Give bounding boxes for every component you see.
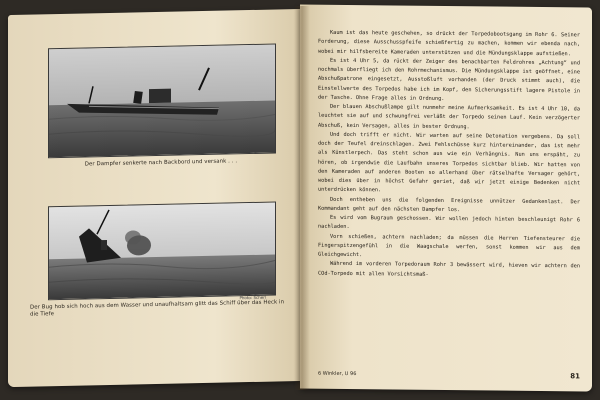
photo-bow-rising (48, 201, 276, 300)
page-number: 81 (570, 372, 580, 381)
left-page (8, 9, 304, 387)
paragraph: Es ist 4 Uhr 5, da rückt der Zeiger des benachbarten Feldrohres „Achtung“ und nochmals überfliegt ich den Rohrmechanismus. Die Mündungsklappe ist geöffnet, eine Abschußpatrone eingesetzt, Ausstoßluft vorhanden (der Druck stimmt auch), die Einstellwerte des Torpedos habe ich im Kopf, den Sicherungsstift lagere Pistole in der Tasche. Ohne Frage alles in Ordnung. (318, 57, 580, 102)
photo-credit: Photo: Scherl (239, 294, 266, 301)
paragraph: Doch entheben uns die folgenden Ereignisse unnützer Gedankenlast. Der Kommandant geht auf den nächsten Dampfer los. (318, 196, 580, 213)
photo-caption-bottom: Der Bug hob sich hoch aus dem Wasser und unaufhaltsam glitt das Schiff über das Heck in die Tiefe (30, 299, 285, 319)
paragraph: Kaum ist das heute geschehen, so drückt der Torpedobootsgang im Rohr 6. Seiner Forderung, diese Ausschusspfeife schießfertig zu machen, kommen wir ebenda nach, wobei mir hilfsbereite Kameraden unterstützen und die Mündungsklappe aufstießen. (318, 29, 580, 57)
paragraph: Während im vorderen Torpedoraum Rohr 3 bewässert wird, hieven wir achtern den COd-Torpedo mit allen Vorsichtsmaß- (318, 261, 580, 278)
paragraph: Es wird vom Bugraum geschossen. Wir wollen jedoch hinten beschleunigt Rohr 6 nachladen. (318, 214, 580, 231)
paragraph: Und doch trifft er nicht. Wir warten auf seine Detonation vergebens. Da soll doch der Teufel dreinschlagen. Zwei Fehlschüsse kurz hintereinander, das ist mehr als Künstlerpech. Das steht schon aus wie ein Verhängnis. Nun uns erspäht, zu hören, ob irgendwie die Laufbahn unseres Torpedos sichtbar blieb. Wir hatten von den Kameraden auf anderen Booten so allerhand über rätselhafte Versager gehört, wobei dies über in höchst Gefahr geriet, daß wir jetzt einige Bedenken nicht unterdrücken können. (318, 131, 580, 194)
page-footer (318, 371, 580, 380)
paragraph: Der blauen Abschußlampe gilt nunmehr meine Aufmerksamkeit. Es ist 4 Uhr 10, da leuchtet sie auf und schwungfrei verläßt der Torpedo seinen Lauf. Kein verzögerter Abschuß, kein Versagen, alles in bester Ordnung. (318, 103, 580, 130)
paragraph: Vorn schießen, achtern nachladen; da müssen die Herren Tiefensteurer die Fingerspitzengefühl in die Waagschale werfen, sonst kommen wir aus dem Gleichgewicht. (318, 233, 580, 259)
photo-sinking-steamer (48, 43, 276, 158)
right-page (300, 4, 592, 391)
body-text (318, 29, 580, 281)
photo-caption-top: Der Dampfer senkerte nach Backbord und versank . . . (84, 158, 238, 168)
footer-signature: 6 Winkler, U 96 (318, 370, 357, 378)
